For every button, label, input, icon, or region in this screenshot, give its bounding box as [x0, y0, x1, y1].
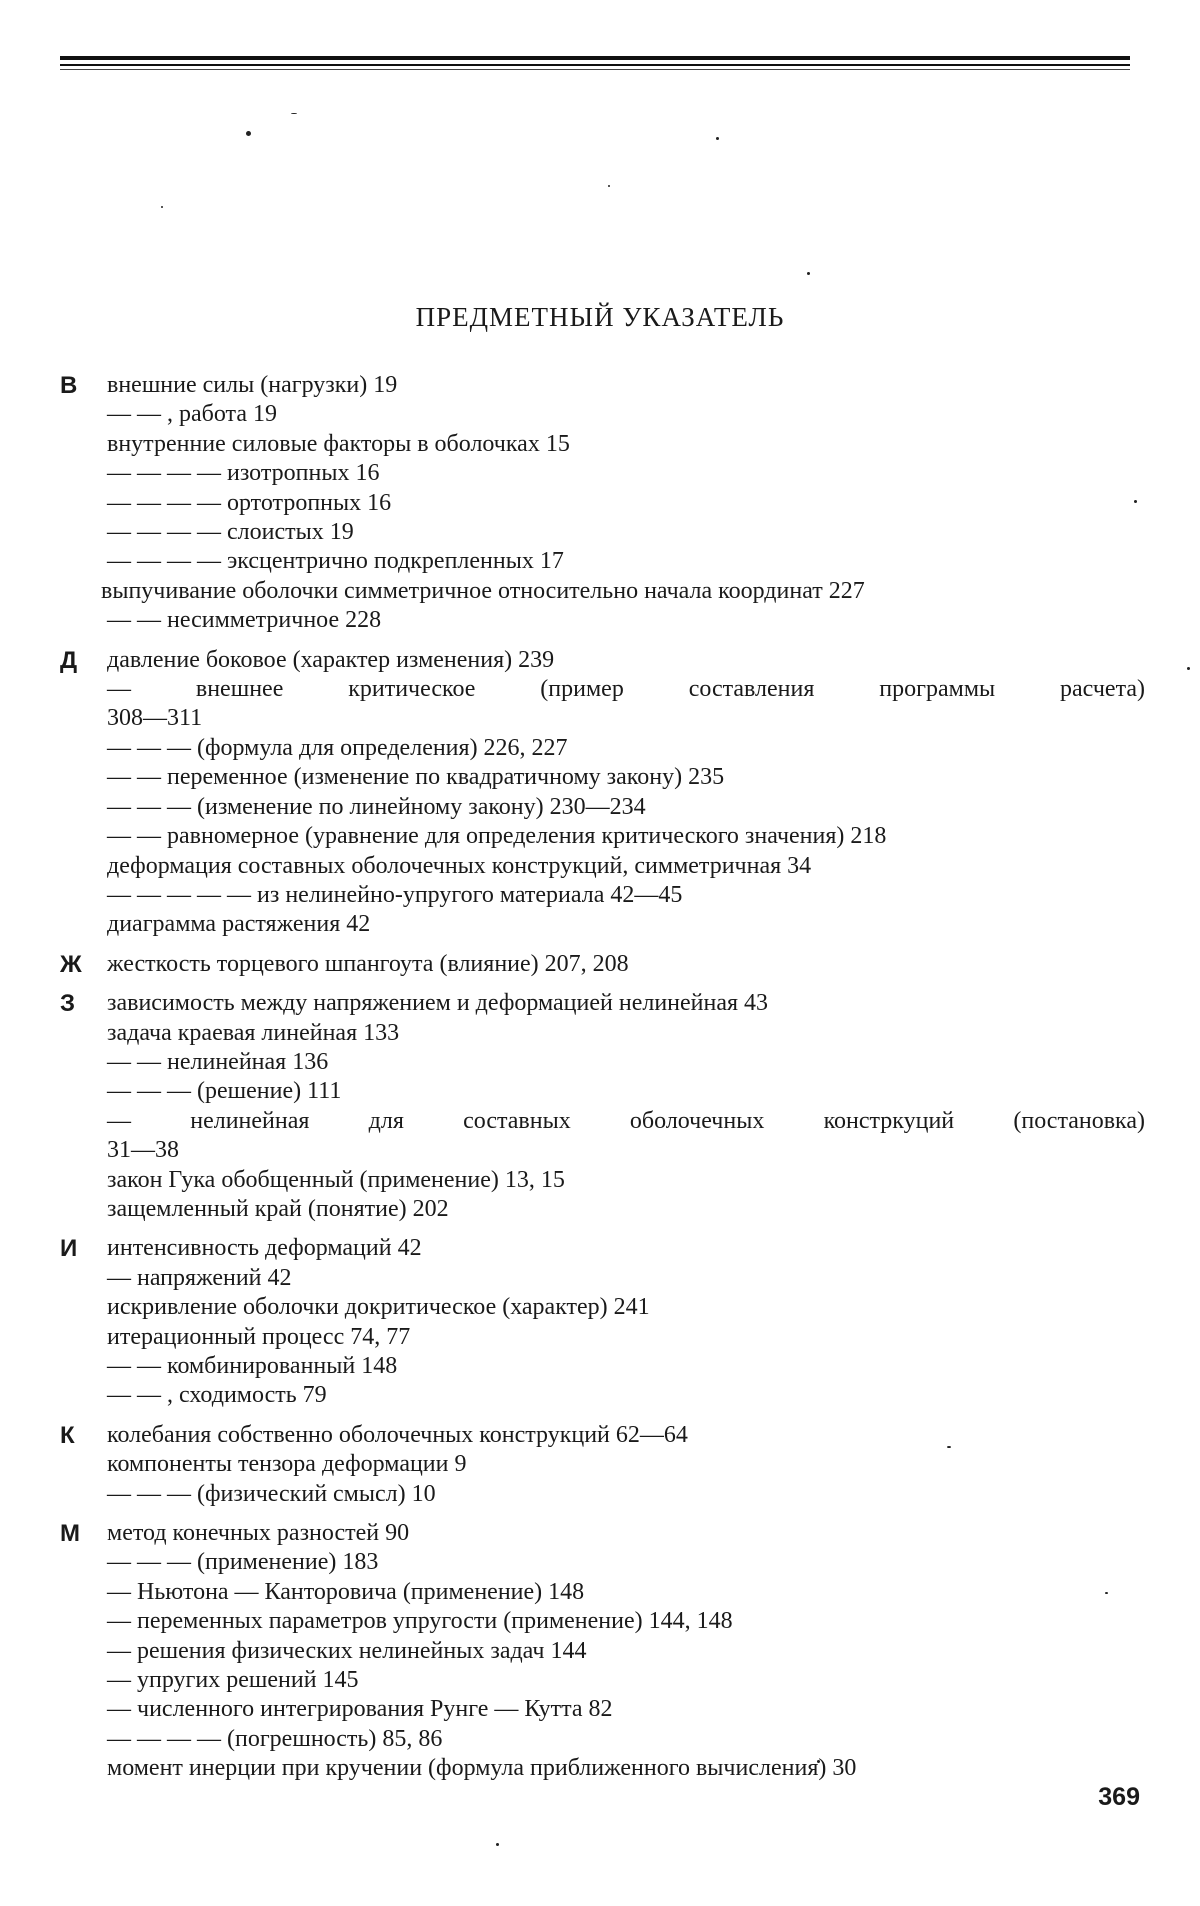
section-entries [107, 1234, 1145, 1410]
index-entry: 308—311 [107, 705, 203, 732]
index-entry: зависимость между напряжением и деформацией нелинейная 43 [107, 990, 769, 1017]
index-entry: — — нелинейная 136 [107, 1048, 329, 1075]
page-title: ПРЕДМЕТНЫЙ УКАЗАТЕЛЬ [415, 302, 785, 332]
index-entry: — — — — слоистых 19 [107, 519, 354, 546]
index-entry: внешние силы (нагрузки) 19 [107, 372, 398, 398]
index-entry: — решения физических нелинейных задач 144 [107, 1637, 587, 1664]
index-entry: давление боковое (характер изменения) 239 [107, 646, 555, 673]
top-rule [60, 69, 1130, 70]
index-entry: — — равномерное (уравнение для определения критического значения) 218 [107, 823, 887, 850]
index-entry: защемленный край (понятие) 202 [107, 1195, 449, 1222]
index-section [60, 1519, 1145, 1784]
index-section [60, 950, 1145, 979]
index-section [60, 646, 1145, 940]
section-letter: И [60, 1235, 78, 1263]
index-entry: — — , работа 19 [107, 401, 277, 428]
index-entry: — — — — ортотропных 16 [107, 489, 392, 516]
index-section [60, 371, 1145, 636]
subject-index [60, 371, 1145, 1794]
index-entry: внутренние силовые факторы в оболочках 15 [107, 430, 570, 457]
index-entry: момент инерции при кручении (формула приближенного вычисления) 30 [107, 1755, 857, 1782]
index-entry: — — — (решение) 111 [107, 1078, 342, 1105]
index-entry: метод конечных разностей 90 [107, 1520, 410, 1547]
index-entry: — — , сходимость 79 [107, 1382, 327, 1409]
print-speck [807, 272, 810, 275]
section-entries [107, 646, 1145, 940]
index-entry: интенсивность деформаций 42 [107, 1235, 422, 1262]
top-rule [60, 64, 1130, 66]
index-entry: — упругих решений 145 [107, 1667, 359, 1694]
section-entries [107, 1519, 1145, 1784]
index-entry: — — — — — из нелинейно-упругого материала 42—45 [107, 881, 683, 908]
index-entry: — — несимметричное 228 [107, 607, 382, 634]
section-letter: Д [60, 646, 78, 674]
section-entries [107, 989, 1145, 1224]
index-entry: закон Гука обобщенный (применение) 13, 15 [107, 1166, 565, 1193]
page-number: 369 [1098, 1783, 1140, 1811]
index-entry: итерационный процесс 74, 77 [107, 1323, 411, 1350]
index-entry: диаграмма растяжения 42 [107, 911, 371, 938]
index-entry: компоненты тензора деформации 9 [107, 1451, 467, 1478]
index-section [60, 1421, 1145, 1509]
section-letter: З [60, 990, 76, 1018]
index-entry: деформация составных оболочечных конструкций, симметричная 34 [107, 852, 812, 879]
index-entry: задача краевая линейная 133 [107, 1019, 400, 1046]
index-entry: — — — (применение) 183 [107, 1549, 379, 1576]
index-entry: 31—38 [107, 1137, 179, 1164]
section-letter: В [60, 372, 78, 399]
index-entry: — переменных параметров упругости (применение) 144, 148 [107, 1608, 733, 1635]
index-entry: — — — (физический смысл) 10 [107, 1480, 436, 1507]
print-speck [291, 113, 297, 114]
print-speck [716, 137, 719, 140]
index-entry: — напряжений 42 [107, 1264, 292, 1291]
index-section [60, 989, 1145, 1224]
print-speck [246, 131, 251, 136]
section-entries [107, 1421, 1145, 1509]
section-entries [101, 371, 1145, 636]
index-entry: — внешнее критическое (пример составления программы расчета) [107, 676, 1145, 703]
index-entry: — нелинейная для составных оболочечных констркуций (постановка) [107, 1107, 1145, 1134]
print-speck [496, 1843, 499, 1846]
print-speck [161, 206, 163, 208]
top-rule [60, 56, 1130, 60]
section-letter: Ж [60, 950, 82, 978]
index-entry: выпучивание оболочки симметричное относительно начала координат 227 [101, 577, 865, 604]
index-entry: — — — (изменение по линейному закону) 230—234 [107, 793, 646, 820]
print-speck [608, 185, 610, 187]
index-entry: — — переменное (изменение по квадратичному закону) 235 [107, 764, 725, 791]
index-entry: — — — — эксцентрично подкрепленных 17 [107, 548, 564, 575]
index-entry: искривление оболочки докритическое (характер) 241 [107, 1294, 650, 1321]
index-entry: — — комбинированный 148 [107, 1353, 398, 1379]
index-entry: — — — (формула для определения) 226, 227 [107, 734, 568, 761]
index-entry: — численного интегрирования Рунге — Кутта 82 [107, 1696, 613, 1723]
section-letter: М [60, 1520, 80, 1548]
index-entry: жесткость торцевого шпангоута (влияние) 207, 208 [107, 950, 629, 977]
index-section [60, 1234, 1145, 1410]
index-entry: — — — — (погрешность) 85, 86 [107, 1725, 443, 1752]
section-letter: К [60, 1421, 75, 1449]
print-speck [1187, 667, 1190, 670]
index-entry: — — — — изотропных 16 [107, 460, 380, 487]
index-entry: — Ньютона — Канторовича (применение) 148 [107, 1578, 585, 1605]
index-entry: колебания собственно оболочечных конструкций 62—64 [107, 1421, 688, 1448]
section-entries [107, 950, 1145, 979]
